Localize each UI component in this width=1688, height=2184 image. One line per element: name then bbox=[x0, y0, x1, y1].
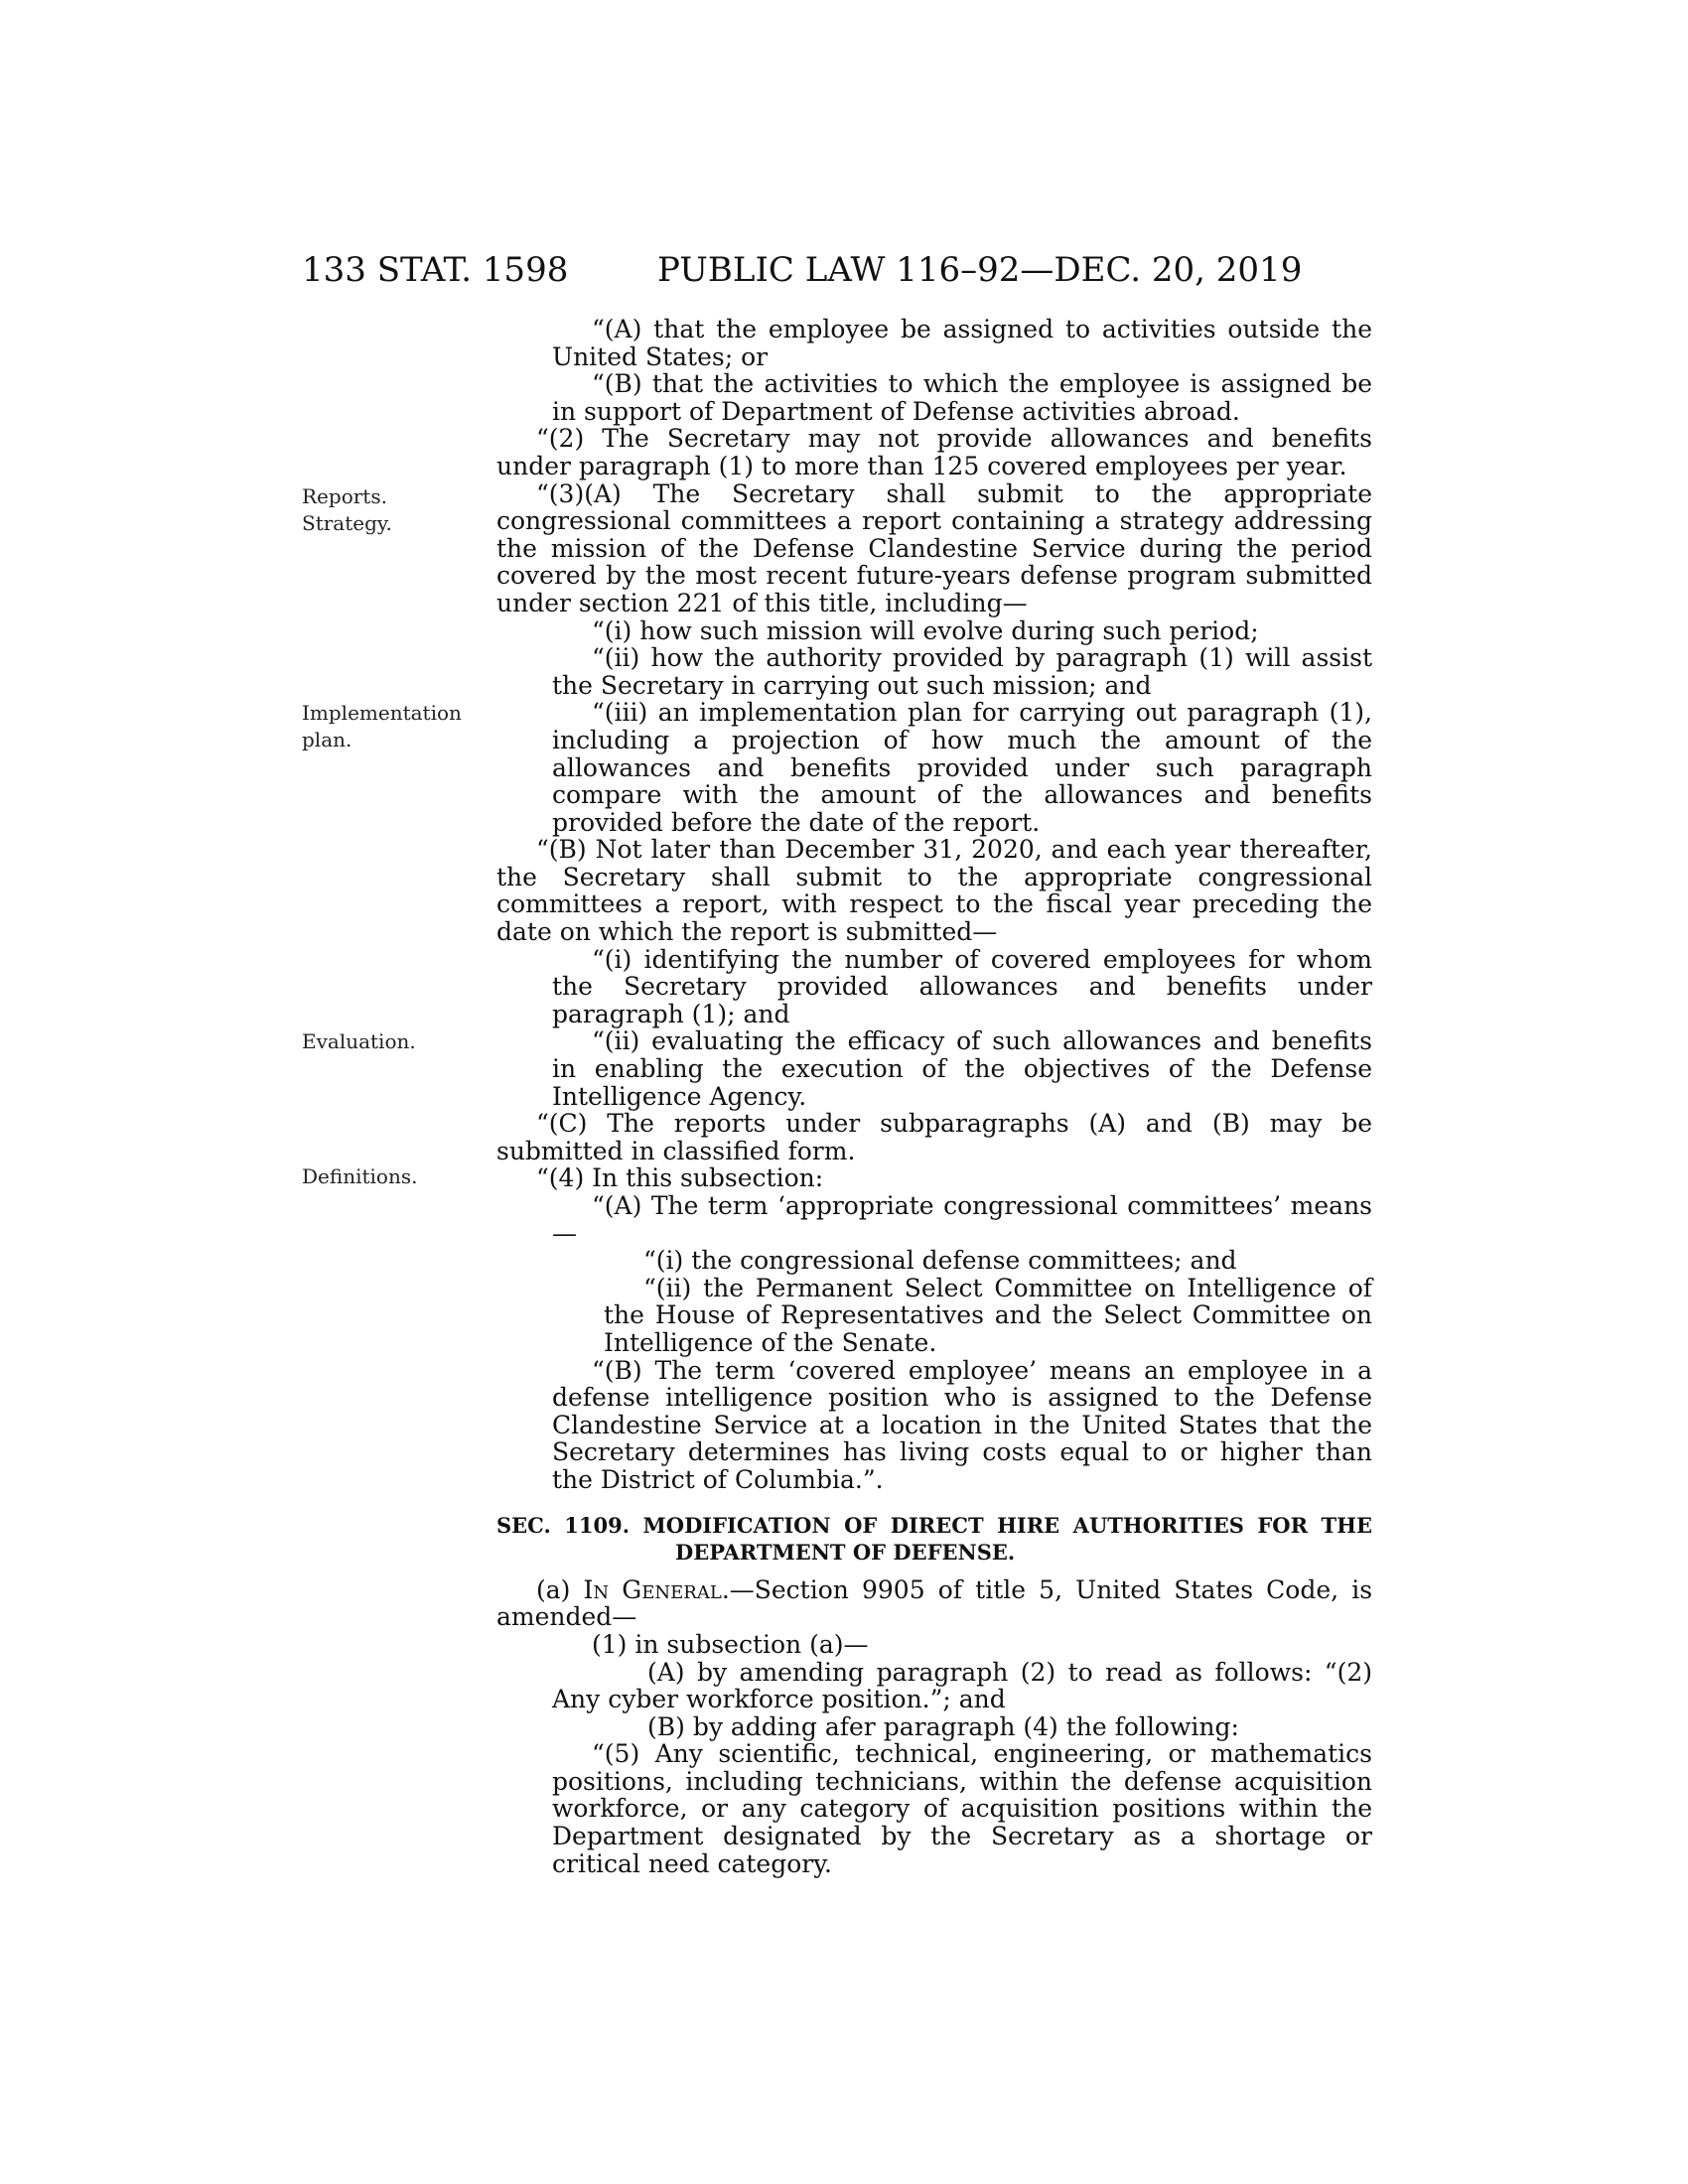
paragraph-4-A-i: “(i) the congressional defense committees; and bbox=[643, 1246, 1237, 1276]
paragraph-2: “(2) The Secretary may not provide allowances and benefits under paragraph (1) to more than 125 covered employees per year. bbox=[496, 424, 1372, 480]
subsection-a bbox=[496, 1576, 1372, 1631]
paragraph-3-A: “(3)(A) The Secretary shall submit to the appropriate congressional committees a report containing a strategy addressing the mission of the Defense Clandestine Service during the period covered by the most recent future-years defense program submitted under section 221 of this title, including— bbox=[496, 478, 1372, 617]
paragraph-4-B: “(B) The term ‘covered employee’ means an employee in a defense intelligence position who is assigned to the Defense Clandestine Service at a location in the United States that the Secretary determines has living costs equal to or higher than the District of Columbia.”. bbox=[552, 1355, 1372, 1494]
paragraph-3-A-iii: “(iii) an implementation plan for carrying out paragraph (1), including a projection of how much the amount of the allowances and benefits provided under such paragraph compare with the amount of the allowances and benefits provided before the date of the report. bbox=[552, 698, 1372, 837]
amendment-1-A: (A) by amending paragraph (2) to read as follows: “(2) Any cyber workforce position.”; and bbox=[552, 1657, 1372, 1714]
paragraph-4: “(4) In this subsection: bbox=[536, 1163, 824, 1193]
paragraph-3-B: “(B) Not later than December 31, 2020, and each year thereafter, the Secretary shall submit to the appropriate congressional committees a report, with respect to the fiscal year preceding the date on which the report is submitted— bbox=[496, 835, 1372, 947]
margin-note-evaluation: Evaluation. bbox=[302, 1029, 416, 1053]
main-text-column bbox=[496, 316, 1372, 1877]
statute-page-number: 133 STAT. 1598 bbox=[302, 250, 569, 290]
paragraph-3-B-i: “(i) identifying the number of covered employees for whom the Secretary provided allowances and benefits under paragraph (1); and bbox=[552, 944, 1372, 1028]
margin-note-definitions: Definitions. bbox=[302, 1164, 418, 1188]
paragraph-4-A: “(A) The term ‘appropriate congressional committees’ means— bbox=[552, 1191, 1372, 1248]
margin-note-reports: Reports. bbox=[302, 484, 387, 508]
running-header-title: PUBLIC LAW 116–92—DEC. 20, 2019 bbox=[657, 250, 1303, 290]
paragraph-1-A: “(A) that the employee be assigned to activities outside the United States; or bbox=[552, 315, 1372, 371]
subsection-a-text: .—Section 9905 of title 5, United States Code, is amended— bbox=[496, 1574, 1373, 1632]
section-heading: SEC. 1109. MODIFICATION OF DIRECT HIRE AUTHORITIES FOR THE DEPARTMENT OF DEFENSE. bbox=[496, 1512, 1372, 1566]
amendment-1: (1) in subsection (a)— bbox=[592, 1629, 869, 1659]
inserted-paragraph-5: “(5) Any scientific, technical, engineering, or mathematics positions, including technicians, within the defense acquisition workforce, or any category of acquisition positions within the Department designated by the Secretary as a shortage or critical need category. bbox=[552, 1739, 1372, 1878]
paragraph-4-A-ii: “(ii) the Permanent Select Committee on Intelligence of the House of Representatives and the Select Committee on Intelligence of the Senate. bbox=[604, 1273, 1372, 1357]
subsection-a-prefix: (a) bbox=[536, 1574, 584, 1604]
paragraph-3-C: “(C) The reports under subparagraphs (A) and (B) may be submitted in classified form. bbox=[496, 1109, 1372, 1165]
paragraph-1-B: “(B) that the activities to which the employee is assigned be in support of Department of Defense activities abroad. bbox=[552, 369, 1372, 426]
paragraph-3-A-ii: “(ii) how the authority provided by paragraph (1) will assist the Secretary in carrying out such mission; and bbox=[552, 643, 1372, 700]
amendment-1-B: (B) by adding afer paragraph (4) the following: bbox=[647, 1711, 1239, 1741]
subsection-a-heading: In General bbox=[583, 1574, 722, 1604]
margin-note-strategy: Strategy. bbox=[302, 511, 392, 535]
margin-note-implementation: Implementation plan. bbox=[302, 701, 462, 751]
paragraph-3-B-ii: “(ii) evaluating the efficacy of such allowances and benefits in enabling the execution of the objectives of the Defense Intelligence Agency. bbox=[552, 1026, 1372, 1111]
paragraph-3-A-i: “(i) how such mission will evolve during such period; bbox=[592, 615, 1259, 645]
